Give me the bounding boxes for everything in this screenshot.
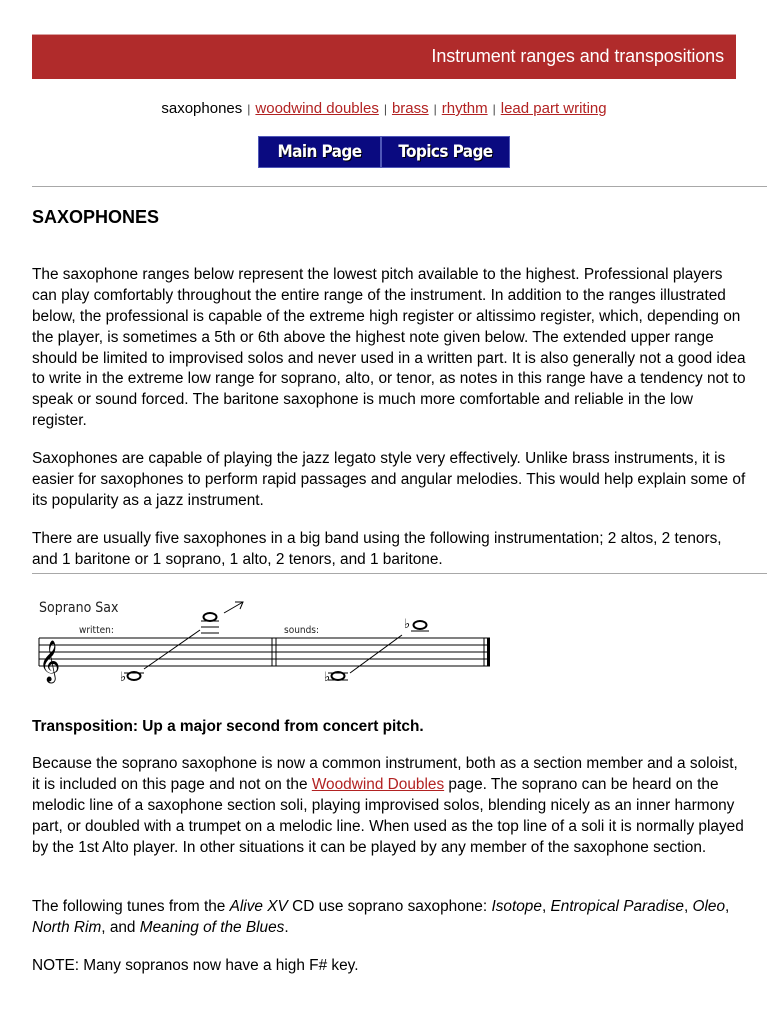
legato-paragraph: Saxophones are capable of playing the jazz legato style very effectively. Unlike brass instruments, it is easier for saxophones to perform rapid passages and angular melodies. This would help explain some of its popularity as a jazz instrument. — [32, 450, 746, 509]
nav-separator: | — [383, 102, 387, 116]
range-line — [350, 635, 402, 673]
tune-title: North Rim — [32, 919, 102, 937]
soprano-sax-range-staff — [32, 590, 502, 690]
topics-page-button[interactable]: Topics Page — [381, 136, 510, 168]
tunes-text: , and — [101, 919, 140, 937]
soprano-paragraph — [32, 754, 748, 858]
note-text: NOTE: Many sopranos now have a high F# key. — [32, 957, 359, 975]
tune-title: Oleo — [692, 898, 726, 916]
tunes-text: , — [683, 898, 693, 916]
soprano-text: Because the soprano saxophone is now a common instrument, both as a section member and a soloist, it is included on this page and not on the — [32, 755, 738, 794]
extended-range-arrow-icon — [224, 602, 243, 613]
written-low-note — [120, 670, 144, 685]
tunes-text: , — [541, 898, 551, 916]
tunes-text: The following tunes from the — [32, 898, 230, 916]
section-heading: SAXOPHONES — [32, 207, 160, 227]
flat-icon: ♭ — [404, 617, 411, 632]
nav-separator: | — [247, 102, 251, 116]
range-line — [144, 630, 200, 669]
tunes-text: . — [284, 919, 289, 937]
tune-title: Isotope — [491, 898, 542, 916]
final-barline — [487, 638, 490, 666]
woodwind-doubles-link[interactable]: Woodwind Doubles — [311, 776, 445, 794]
cd-title: Alive XV — [229, 898, 288, 916]
sounds-label: sounds: — [284, 625, 320, 636]
sounds-high-note — [404, 617, 429, 632]
nav-link-brass[interactable]: brass — [391, 100, 429, 117]
nav-separator: | — [492, 102, 496, 116]
nav-separator: | — [433, 102, 437, 116]
nav-link-rhythm[interactable]: rhythm — [441, 100, 488, 117]
treble-clef-icon: 𝄞 — [39, 641, 61, 682]
sounds-low-note — [324, 670, 348, 685]
topic-nav — [0, 99, 768, 119]
nav-current-saxophones: saxophones — [161, 100, 243, 117]
tunes-text: , — [725, 898, 730, 916]
written-label: written: — [79, 625, 114, 636]
header-banner — [32, 34, 736, 79]
transposition-text: Transposition: Up a major second from concert pitch. — [32, 718, 424, 736]
tune-title: Meaning of the Blues — [139, 919, 285, 937]
tunes-text: CD use soprano saxophone: — [287, 898, 492, 916]
written-high-note — [201, 613, 219, 633]
page-title: Instrument ranges and transpositions — [431, 46, 724, 66]
flat-icon: ♭ — [120, 670, 127, 685]
instrumentation-paragraph: There are usually five saxophones in a big band using the following instrumentation; 2 altos, 2 tenors, and 1 baritone or 1 soprano, 1 alto, 2 tenors, and 1 baritone. — [32, 530, 722, 569]
flat-icon: ♭ — [324, 670, 331, 685]
divider — [32, 186, 767, 187]
soprano-text: page. The soprano can be heard on the melodic line of a saxophone section soli, playing improvised solos, blending nicely as an inner harmony part, or doubled with a trumpet on a melodic line. When used as the top line of a soli it is normally played by the 1st Alto player. In other situations it can be played by any member of the saxophone section. — [32, 776, 744, 856]
divider — [32, 573, 767, 574]
staff-lines — [39, 638, 490, 666]
tune-title: Entropical Paradise — [550, 898, 684, 916]
instrument-label: Soprano Sax — [39, 600, 119, 616]
nav-link-lead-part-writing[interactable]: lead part writing — [500, 100, 607, 117]
main-page-button[interactable]: Main Page — [258, 136, 381, 168]
nav-link-woodwind-doubles[interactable]: woodwind doubles — [255, 100, 379, 117]
tunes-paragraph — [32, 897, 748, 939]
intro-paragraph: The saxophone ranges below represent the lowest pitch available to the highest. Professional players can play comfortably throughout the entire range of the instrument. In addition to the ranges illustrated below, the professional is capable of the extreme high register or altissimo register, which, depending on the player, is sometimes a 5th or 6th above the highest note given below. The extended upper range should be limited to improvised solos and never used in a written part. It is also generally not a good idea to write in the extreme low range for soprano, alto, or tenor, as notes in this range have a tendency not to speak or sound forced. The baritone saxophone is much more comfortable and reliable in the low register. — [32, 266, 746, 429]
